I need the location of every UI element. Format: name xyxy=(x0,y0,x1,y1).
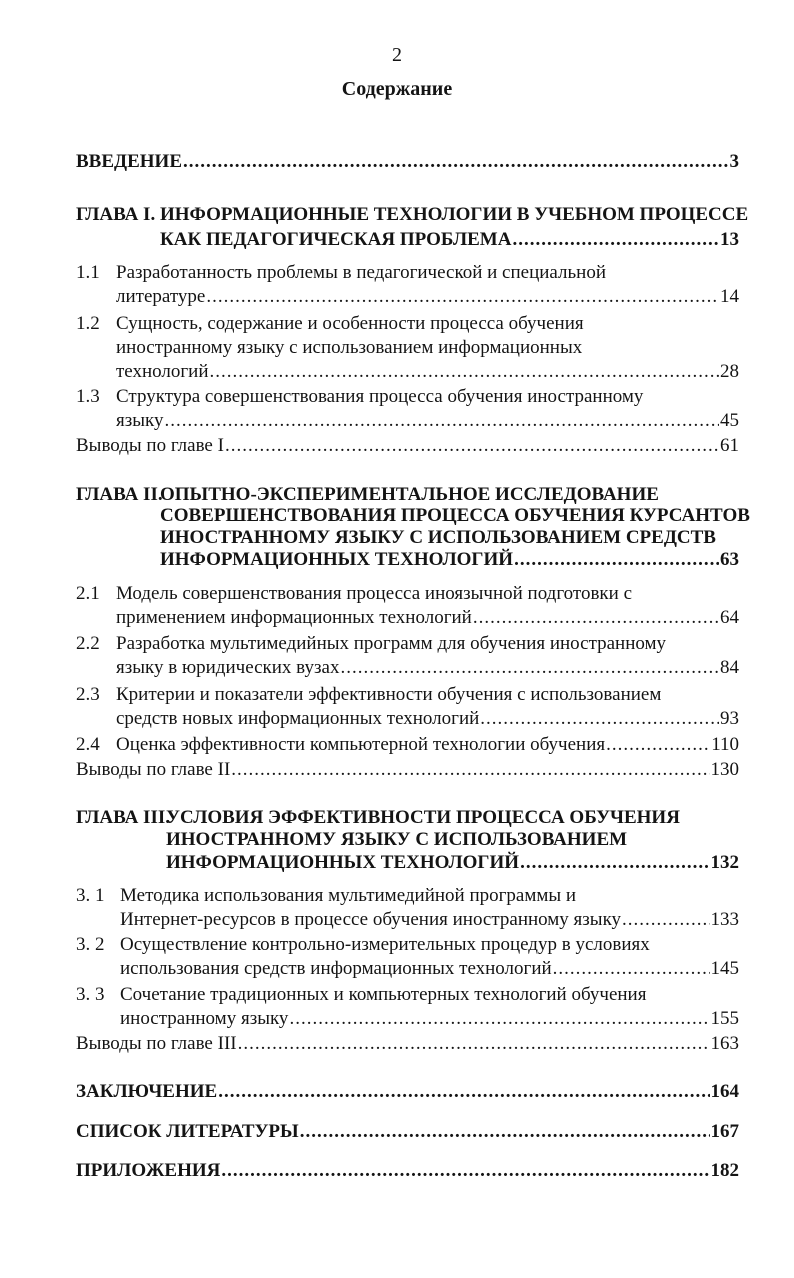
ch3-s2-number: 3. 2 xyxy=(76,934,105,955)
ch3-s1-title-line2: Интернет-ресурсов в процессе обучения иностранному языку xyxy=(120,909,622,930)
ch3-label: ГЛАВА III. xyxy=(76,807,170,828)
leader-dots xyxy=(221,1159,709,1183)
toc-ch3[interactable] xyxy=(166,851,739,875)
appendices-title: ПРИЛОЖЕНИЯ xyxy=(76,1160,221,1181)
ch1-page: 13 xyxy=(720,229,739,250)
toc-ch2-conclusion[interactable] xyxy=(76,758,739,782)
ch1-label: ГЛАВА I. xyxy=(76,204,156,225)
ch2-s1-title-line2: применением информационных технологий xyxy=(116,607,472,628)
leader-dots xyxy=(340,656,719,680)
ch1-s2-title-line3: технологий xyxy=(116,361,209,382)
ch2-s3-page: 93 xyxy=(720,708,739,729)
references-page: 167 xyxy=(710,1121,739,1142)
toc-ch2-s4[interactable] xyxy=(116,733,739,757)
toc-ch1-s1[interactable] xyxy=(116,285,739,309)
toc-conclusion[interactable] xyxy=(76,1080,739,1104)
ch3-title-line2: ИНОСТРАННОМУ ЯЗЫКУ С ИСПОЛЬЗОВАНИЕМ xyxy=(166,829,628,850)
leader-dots xyxy=(238,1032,710,1056)
ch2-s2-title-line2: языку в юридических вузах xyxy=(116,657,340,678)
ch2-s4-title: Оценка эффективности компьютерной технологии обучения xyxy=(116,734,606,755)
ch2-label: ГЛАВА II. xyxy=(76,484,163,505)
toc-ch1[interactable] xyxy=(160,228,739,252)
toc-references[interactable] xyxy=(76,1120,739,1144)
ch3-title-line3: ИНФОРМАЦИОННЫХ ТЕХНОЛОГИЙ xyxy=(166,852,520,873)
ch3-conclusion-title: Выводы по главе III xyxy=(76,1033,237,1054)
ch3-conclusion-page: 163 xyxy=(710,1033,739,1054)
toc-ch2-s3[interactable] xyxy=(116,707,739,731)
ch1-s3-page: 45 xyxy=(720,410,739,431)
ch2-s3-number: 2.3 xyxy=(76,684,100,705)
ch1-s2-title-line2: иностранному языку с использованием информационных xyxy=(116,337,583,358)
ch1-conclusion-title: Выводы по главе I xyxy=(76,435,224,456)
toc-ch1-conclusion[interactable] xyxy=(76,434,739,458)
ch1-title-line2: КАК ПЕДАГОГИЧЕСКАЯ ПРОБЛЕМА xyxy=(160,229,512,250)
ch2-s4-page: 110 xyxy=(711,734,739,755)
ch3-s2-title-line1: Осуществление контрольно-измерительных процедур в условиях xyxy=(120,934,650,955)
toc-intro[interactable] xyxy=(76,150,739,174)
leader-dots xyxy=(512,228,719,252)
ch1-s1-title-line2: литературе xyxy=(116,286,206,307)
toc-ch2-s1[interactable] xyxy=(116,606,739,630)
appendices-page: 182 xyxy=(710,1160,739,1181)
ch2-s2-page: 84 xyxy=(720,657,739,678)
leader-dots xyxy=(520,851,709,875)
ch1-s2-page: 28 xyxy=(720,361,739,382)
ch2-title-line4: ИНФОРМАЦИОННЫХ ТЕХНОЛОГИЙ xyxy=(160,549,514,570)
ch2-conclusion-title: Выводы по главе II xyxy=(76,759,231,780)
page-number: 2 xyxy=(392,44,402,66)
leader-dots xyxy=(480,707,719,731)
toc-ch1-s2[interactable] xyxy=(116,360,739,384)
ch2-title-line2: СОВЕРШЕНСТВОВАНИЯ ПРОЦЕССА ОБУЧЕНИЯ КУРСАНТОВ xyxy=(160,505,750,526)
leader-dots xyxy=(553,957,710,981)
ch3-s3-number: 3. 3 xyxy=(76,984,105,1005)
ch2-title-line1: ОПЫТНО-ЭКСПЕРИМЕНТАЛЬНОЕ ИССЛЕДОВАНИЕ xyxy=(160,484,659,505)
leader-dots xyxy=(231,758,709,782)
toc-heading: Содержание xyxy=(341,78,453,100)
toc-appendices[interactable] xyxy=(76,1159,739,1183)
ch2-s3-title-line2: средств новых информационных технологий xyxy=(116,708,480,729)
leader-dots xyxy=(300,1120,710,1144)
toc-ch2[interactable] xyxy=(160,548,739,572)
toc-ch3-conclusion[interactable] xyxy=(76,1032,739,1056)
ch2-title-line3: ИНОСТРАННОМУ ЯЗЫКУ С ИСПОЛЬЗОВАНИЕМ СРЕДСТВ xyxy=(160,527,716,548)
ch2-s2-title-line1: Разработка мультимедийных программ для обучения иностранному xyxy=(116,633,667,654)
ch3-s2-title-line2: использования средств информационных технологий xyxy=(120,958,552,979)
ch1-s1-title-line1: Разработанность проблемы в педагогической и специальной xyxy=(116,262,607,283)
ch2-s2-number: 2.2 xyxy=(76,633,100,654)
ch3-title-line1: УСЛОВИЯ ЭФФЕКТИВНОСТИ ПРОЦЕССА ОБУЧЕНИЯ xyxy=(166,807,680,828)
toc-ch3-s1[interactable] xyxy=(120,908,739,932)
ch3-s1-number: 3. 1 xyxy=(76,885,105,906)
toc-ch3-s2[interactable] xyxy=(120,957,739,981)
ch1-s3-title-line2: языку xyxy=(116,410,164,431)
leader-dots xyxy=(164,409,719,433)
ch3-s1-page: 133 xyxy=(710,909,739,930)
ch1-s2-number: 1.2 xyxy=(76,313,100,334)
leader-dots xyxy=(289,1007,709,1031)
leader-dots xyxy=(206,285,719,309)
toc-ch3-s3[interactable] xyxy=(120,1007,739,1031)
leader-dots xyxy=(514,548,719,572)
ch2-s1-title-line1: Модель совершенствования процесса иноязычной подготовки с xyxy=(116,583,632,604)
conclusion-page: 164 xyxy=(710,1081,739,1102)
leader-dots xyxy=(622,908,709,932)
ch1-s2-title-line1: Сущность, содержание и особенности процесса обучения xyxy=(116,313,584,334)
leader-dots xyxy=(183,150,729,174)
leader-dots xyxy=(210,360,719,384)
conclusion-title: ЗАКЛЮЧЕНИЕ xyxy=(76,1081,218,1102)
toc-intro-page: 3 xyxy=(729,151,739,172)
ch3-s1-title-line1: Методика использования мультимедийной программы и xyxy=(120,885,577,906)
ch2-s3-title-line1: Критерии и показатели эффективности обучения с использованием xyxy=(116,684,662,705)
ch2-s1-page: 64 xyxy=(720,607,739,628)
leader-dots xyxy=(606,733,710,757)
leader-dots xyxy=(473,606,719,630)
ch2-page: 63 xyxy=(720,549,739,570)
ch1-s3-number: 1.3 xyxy=(76,386,100,407)
toc-ch1-s3[interactable] xyxy=(116,409,739,433)
ch1-conclusion-page: 61 xyxy=(720,435,739,456)
ch2-s4-number: 2.4 xyxy=(76,734,100,755)
leader-dots xyxy=(218,1080,709,1104)
ch1-s3-title-line1: Структура совершенствования процесса обучения иностранному xyxy=(116,386,644,407)
leader-dots xyxy=(225,434,719,458)
ch1-s1-page: 14 xyxy=(720,286,739,307)
ch2-conclusion-page: 130 xyxy=(710,759,739,780)
toc-ch2-s2[interactable] xyxy=(116,656,739,680)
ch1-title-line1: ИНФОРМАЦИОННЫЕ ТЕХНОЛОГИИ В УЧЕБНОМ ПРОЦЕССЕ xyxy=(160,204,749,225)
toc-intro-title: ВВЕДЕНИЕ xyxy=(76,151,182,172)
references-title: СПИСОК ЛИТЕРАТУРЫ xyxy=(76,1121,299,1142)
ch3-s3-title-line1: Сочетание традиционных и компьютерных технологий обучения xyxy=(120,984,647,1005)
ch1-s1-number: 1.1 xyxy=(76,262,100,283)
ch3-s3-title-line2: иностранному языку xyxy=(120,1008,289,1029)
ch3-page: 132 xyxy=(710,852,739,873)
ch3-s3-page: 155 xyxy=(710,1008,739,1029)
ch2-s1-number: 2.1 xyxy=(76,583,100,604)
ch3-s2-page: 145 xyxy=(710,958,739,979)
